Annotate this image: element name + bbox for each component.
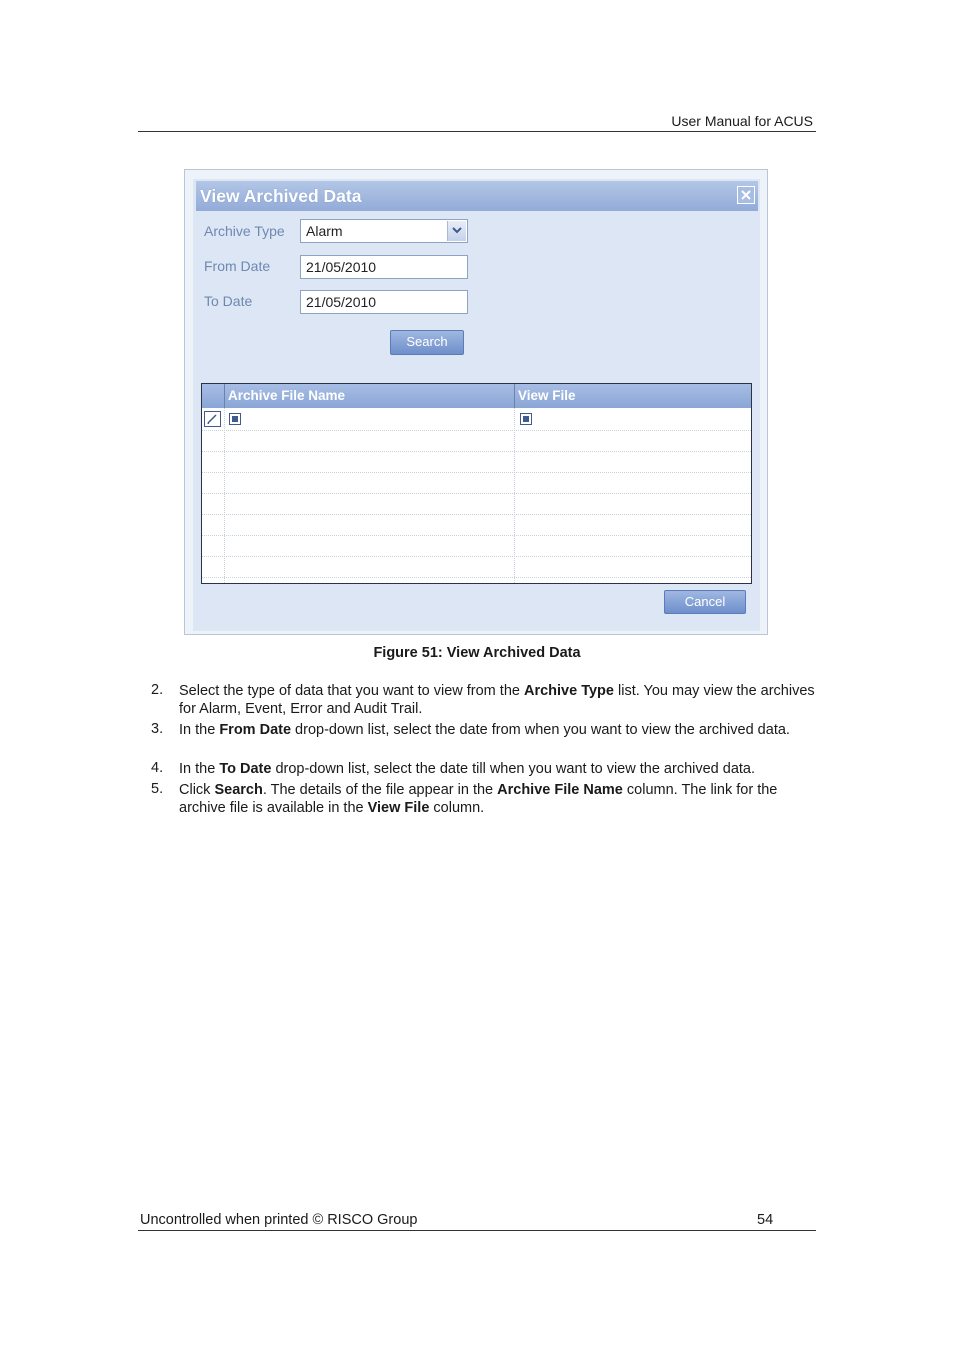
figure-caption: Figure 51: View Archived Data: [373, 645, 581, 661]
dropdown-arrow-icon: [448, 221, 466, 239]
running-header: User Manual for ACUS: [671, 113, 813, 129]
footer-rule: [138, 1230, 816, 1231]
step-number: 3.: [151, 721, 164, 737]
archive-results-grid: [201, 383, 752, 584]
view-file-checkbox-icon[interactable]: [520, 413, 532, 425]
archive-type-select[interactable]: Alarm: [300, 219, 468, 243]
close-button[interactable]: [737, 186, 755, 204]
cancel-button[interactable]: Cancel: [664, 590, 746, 614]
step-number: 5.: [151, 781, 164, 797]
archive-type-dropdown-button[interactable]: [447, 221, 466, 241]
footer-copyright: Uncontrolled when printed © RISCO Group: [140, 1212, 418, 1228]
grid-row-line: [202, 535, 751, 536]
search-button[interactable]: Search: [390, 330, 464, 355]
grid-row-line: [202, 472, 751, 473]
step-number: 4.: [151, 760, 164, 776]
archive-file-checkbox-icon[interactable]: [229, 413, 241, 425]
column-divider: [514, 384, 515, 408]
to-date-input[interactable]: 21/05/2010: [300, 290, 468, 314]
step-number: 2.: [151, 682, 164, 698]
dialog-title: View Archived Data: [200, 186, 362, 206]
grid-row-line: [202, 514, 751, 515]
page-number: 54: [757, 1212, 774, 1228]
column-header-view-file[interactable]: View File: [518, 388, 576, 403]
header-rule: [138, 131, 816, 132]
step-text: In the From Date drop-down list, select the date from when you want to view the archived data.: [179, 722, 790, 738]
step-text: Click Search. The details of the file appear in the Archive File Name column. The link for the archive file is available in the View File column.: [179, 782, 778, 816]
from-date-input[interactable]: 21/05/2010: [300, 255, 468, 279]
close-icon: [738, 187, 754, 203]
column-header-archive-file-name[interactable]: Archive File Name: [228, 388, 346, 403]
from-date-label: From Date: [204, 258, 271, 274]
grid-row-line: [202, 451, 751, 452]
grid-row-line: [202, 556, 751, 557]
column-divider: [224, 384, 225, 408]
grid-row-line: [202, 577, 751, 578]
archive-type-label: Archive Type: [204, 223, 285, 239]
row-edit-icon[interactable]: [204, 411, 221, 427]
step-text: Select the type of data that you want to view from the Archive Type list. You may view the archives for Alarm, Event, Error and Audit Trail.: [179, 683, 815, 717]
grid-row-line: [202, 493, 751, 494]
grid-row-line: [202, 430, 751, 431]
to-date-label: To Date: [204, 293, 253, 309]
step-text: In the To Date drop-down list, select the date till when you want to view the archived data.: [179, 761, 756, 777]
